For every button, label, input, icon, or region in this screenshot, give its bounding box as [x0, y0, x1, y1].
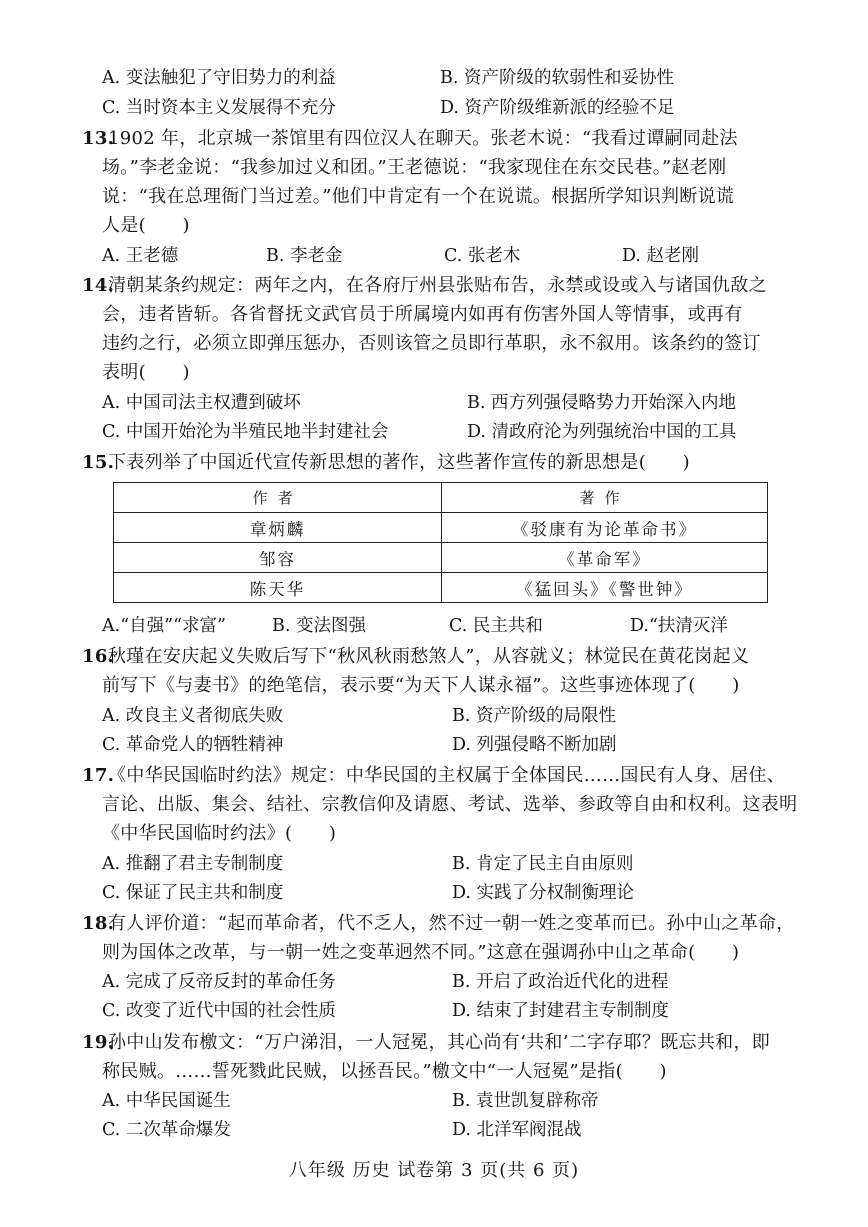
q14-option-d: D. 清政府沦为列强统治中国的工具: [467, 422, 737, 442]
q17-stem-line: 言论、出版、集会、结社、宗教信仰及请愿、考试、选举、参政等自由和权利。这表明: [102, 794, 798, 815]
q16-stem-line: 前写下《与妻书》的绝笔信，表示要“为天下人谋永福”。这些事迹体现了( ): [102, 675, 740, 696]
table-header-row: [114, 483, 768, 513]
q13-stem-line: 1902 年，北京城一茶馆里有四位汉人在聊天。张老木说：“我看过谭嗣同赴法: [108, 128, 738, 149]
table-row: [114, 573, 768, 603]
table-row: [114, 543, 768, 573]
q18-stem-line: 有人评价道：“起而革命者，代不乏人，然不过一朝一姓之变革而已。孙中山之革命，: [108, 913, 795, 934]
q18-option-b: B. 开启了政治近代化的进程: [452, 972, 669, 992]
table-cell-author: 邹容: [114, 543, 442, 573]
q14-stem-line: 清朝某条约规定：两年之内，在各府厅州县张贴布告，永禁或设或入与诸国仇敌之: [108, 275, 767, 296]
q19-stem-line: 称民贼。……誓死戮此民贼，以拯吾民。”檄文中“一人冠冕”是指( ): [102, 1061, 667, 1082]
q17-stem-line: 《中华民国临时约法》( ): [102, 823, 337, 844]
q14-option-b: B. 西方列强侵略势力开始深入内地: [467, 393, 736, 413]
page-footer: 八年级 历史 试卷第 3 页(共 6 页): [288, 1160, 580, 1181]
q13-option-b: B. 李老金: [266, 246, 343, 266]
q12-option-b: B. 资产阶级的软弱性和妥协性: [440, 68, 674, 88]
q18-option-a: A. 完成了反帝反封的革命任务: [102, 972, 336, 992]
q19-option-d: D. 北洋军阀混战: [452, 1120, 582, 1140]
works-table: [113, 482, 768, 603]
table-header-work: 著作: [442, 483, 768, 513]
q16-number: 16.: [82, 646, 115, 667]
q19-option-a: A. 中华民国诞生: [102, 1091, 231, 1111]
q15-option-a: A.“自强”“求富”: [102, 616, 226, 636]
q14-number: 14.: [82, 275, 115, 296]
q13-number: 13.: [82, 128, 115, 149]
q15-option-c: C. 民主共和: [449, 616, 543, 636]
q15-option-d: D.“扶清灭洋: [630, 616, 728, 636]
q12-option-a: A. 变法触犯了守旧势力的利益: [102, 68, 336, 88]
table-header-author: 作者: [114, 483, 442, 513]
q16-option-c: C. 革命党人的牺牲精神: [102, 735, 284, 755]
q15-option-b: B. 变法图强: [272, 616, 366, 636]
q16-option-a: A. 改良主义者彻底失败: [102, 706, 284, 726]
table-cell-author: 陈天华: [114, 573, 442, 603]
q16-option-b: B. 资产阶级的局限性: [452, 706, 616, 726]
table-row: [114, 513, 768, 543]
q18-option-d: D. 结束了封建君主专制制度: [452, 1001, 670, 1021]
q19-option-b: B. 袁世凯复辟称帝: [452, 1091, 599, 1111]
q17-option-b: B. 肯定了民主自由原则: [452, 854, 634, 874]
table-cell-work: 《驳康有为论革命书》: [442, 513, 768, 543]
table-cell-work: 《猛回头》《警世钟》: [442, 573, 768, 603]
q13-stem-line: 人是( ): [102, 215, 190, 236]
q14-stem-line: 违约之行，必须立即弹压惩办，否则该管之员即行革职，永不叙用。该条约的签订: [102, 333, 761, 354]
q17-option-a: A. 推翻了君主专制制度: [102, 854, 284, 874]
q18-option-c: C. 改变了近代中国的社会性质: [102, 1001, 336, 1021]
q13-option-a: A. 王老德: [102, 246, 179, 266]
q16-option-d: D. 列强侵略不断加剧: [452, 735, 617, 755]
q17-option-c: C. 保证了民主共和制度: [102, 883, 284, 903]
q14-option-c: C. 中国开始沦为半殖民地半封建社会: [102, 422, 389, 442]
table-cell-work: 《革命军》: [442, 543, 768, 573]
q17-number: 17.: [82, 765, 115, 786]
q17-option-d: D. 实践了分权制衡理论: [452, 883, 635, 903]
q14-stem-line: 表明( ): [102, 362, 190, 383]
q13-option-c: C. 张老木: [444, 246, 521, 266]
q13-stem-line: 场。”李老金说：“我参加过义和团。”王老德说：“我家现住在东交民巷。”赵老刚: [102, 157, 727, 178]
q19-stem-line: 孙中山发布檄文：“万户涕泪，一人冠冕，其心尚有‘共和’二字存耶？既忘共和，即: [108, 1032, 771, 1053]
q12-option-d: D. 资产阶级维新派的经验不足: [440, 98, 675, 118]
q13-option-d: D. 赵老刚: [622, 246, 700, 266]
q12-option-c: C. 当时资本主义发展得不充分: [102, 98, 336, 118]
q19-option-c: C. 二次革命爆发: [102, 1120, 231, 1140]
q15-number: 15.: [82, 452, 115, 473]
q18-stem-line: 则为国体之改革，与一朝一姓之变革迥然不同。”这意在强调孙中山之革命( ): [102, 942, 740, 963]
table-cell-author: 章炳麟: [114, 513, 442, 543]
q19-number: 19.: [82, 1032, 115, 1053]
q17-stem-line: 《中华民国临时约法》规定：中华民国的主权属于全体国民……国民有人身、居住、: [108, 765, 786, 786]
q18-number: 18.: [82, 913, 115, 934]
q16-stem-line: 秋瑾在安庆起义失败后写下“秋风秋雨愁煞人”，从容就义；林觉民在黄花岗起义: [108, 646, 750, 667]
q14-stem-line: 会，违者皆斩。各省督抚文武官员于所属境内如再有伤害外国人等情事，或再有: [102, 304, 743, 325]
q14-option-a: A. 中国司法主权遭到破坏: [102, 393, 301, 413]
q13-stem-line: 说：“我在总理衙门当过差。”他们中肯定有一个在说谎。根据所学知识判断说谎: [102, 186, 735, 207]
q15-stem: 下表列举了中国近代宣传新思想的著作，这些著作宣传的新思想是( ): [108, 452, 690, 473]
